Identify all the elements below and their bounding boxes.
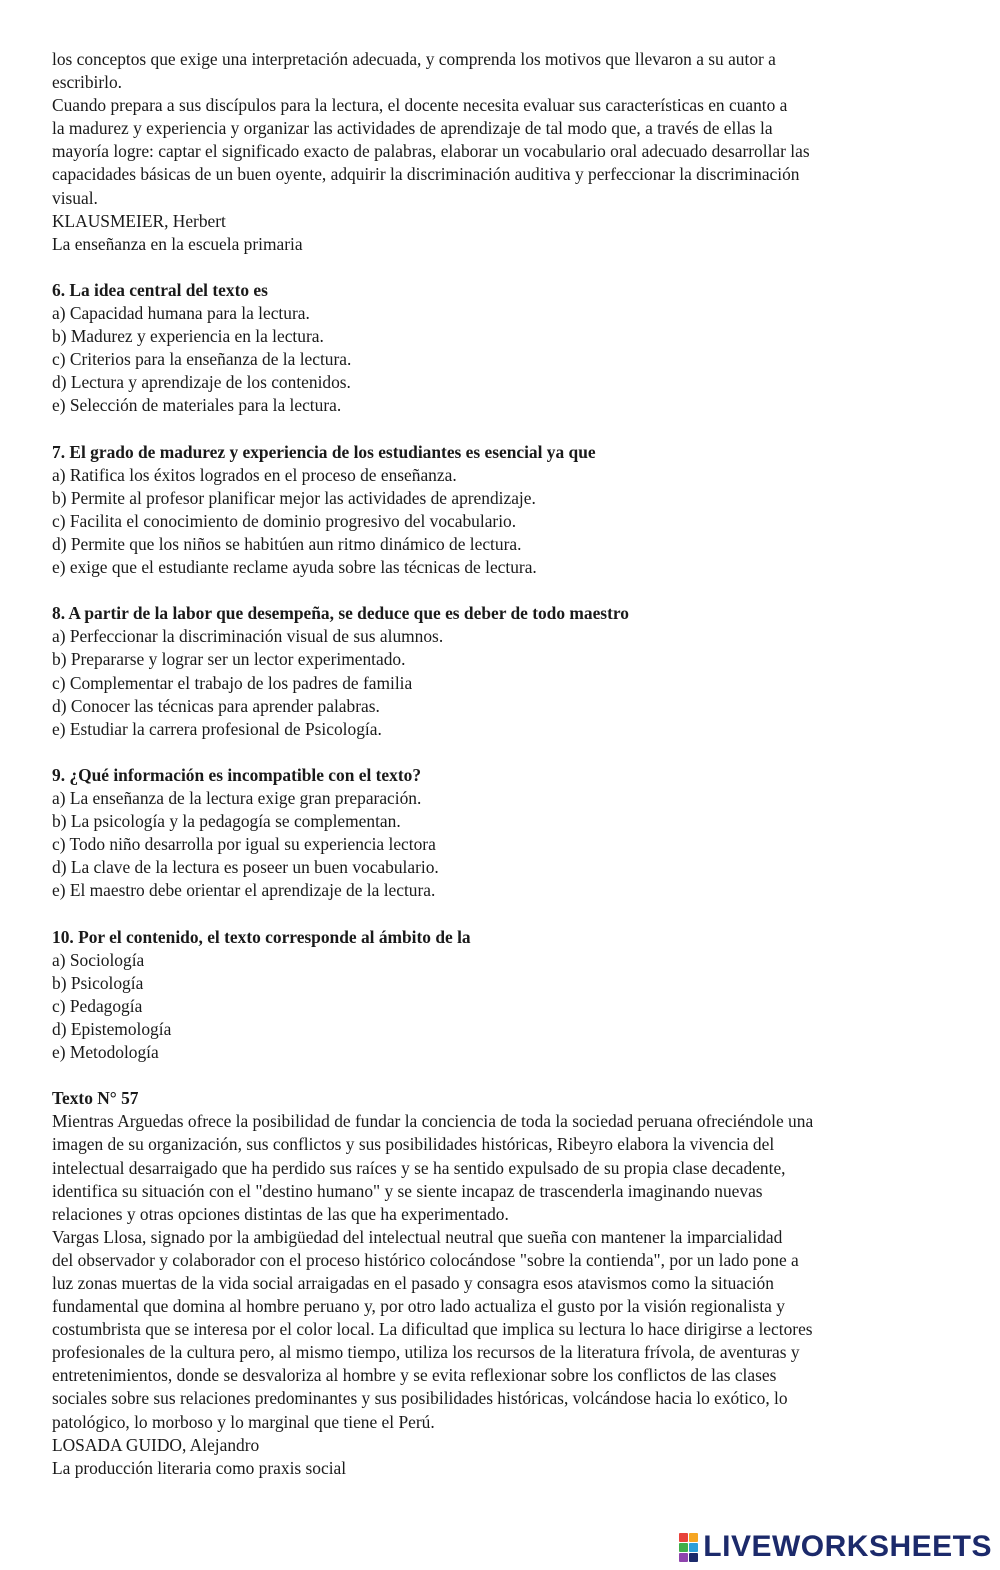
spacer — [52, 418, 952, 441]
text-line: identifica su situación con el "destino humano" y se siente incapaz de trascenderla imaginando nuevas — [52, 1180, 763, 1201]
answer-option-a: a) Ratifica los éxitos logrados en el proceso de enseñanza. — [52, 464, 457, 485]
intro-line: los conceptos que exige una interpretación adecuada, y comprenda los motivos que llevaron a su autor a — [52, 49, 776, 69]
answer-option-c: c) Complementar el trabajo de los padres de familia — [52, 672, 413, 693]
answer-option-c: c) Criterios para la enseñanza de la lectura. — [52, 349, 352, 370]
question-10 — [52, 926, 952, 1065]
question-title: 7. El grado de madurez y experiencia de los estudiantes es esencial ya que — [52, 441, 596, 462]
answer-option-d: d) La clave de la lectura es poseer un buen vocabulario. — [52, 857, 439, 878]
question-title: 10. Por el contenido, el texto corresponde al ámbito de la — [52, 926, 471, 947]
answer-option-d: d) Lectura y aprendizaje de los contenidos. — [52, 372, 351, 393]
answer-option-d: d) Conocer las técnicas para aprender palabras. — [52, 695, 380, 716]
question-title: 6. La idea central del texto es — [52, 279, 268, 300]
logo-mark-cell — [679, 1543, 688, 1552]
answer-option-b: b) Permite al profesor planificar mejor las actividades de aprendizaje. — [52, 487, 536, 508]
answer-option-e: e) Metodología — [52, 1042, 159, 1063]
text-57-section — [52, 1087, 952, 1480]
liveworksheets-logo[interactable] — [679, 1530, 992, 1564]
text-line: Vargas Llosa, signado por la ambigüedad del intelectual neutral que sueña con mantener la imparcialidad — [52, 1226, 783, 1247]
intro-line: Cuando prepara a sus discípulos para la lectura, el docente necesita evaluar sus características en cuanto a — [52, 95, 788, 116]
spacer — [52, 902, 952, 925]
text-line: relaciones y otras opciones distintas de las que ha experimentado. — [52, 1203, 509, 1224]
spacer — [52, 741, 952, 764]
logo-mark-cell — [679, 1533, 688, 1542]
answer-option-a: a) Sociología — [52, 949, 145, 970]
answer-option-e: e) Estudiar la carrera profesional de Psicología. — [52, 718, 382, 739]
answer-option-b: b) Psicología — [52, 972, 144, 993]
intro-line: la madurez y experiencia y organizar las actividades de aprendizaje de tal modo que, a través de ellas la — [52, 118, 773, 139]
source-title: La producción literaria como praxis social — [52, 1457, 347, 1478]
document-body — [52, 48, 952, 1480]
text-line: del observador y colaborador con el proceso histórico colocándose "sobre la contienda", por un lado pone a — [52, 1249, 799, 1270]
logo-mark-cell — [689, 1543, 698, 1552]
answer-option-a: a) Perfeccionar la discriminación visual de sus alumnos. — [52, 626, 444, 647]
intro-line: visual. — [52, 187, 98, 208]
text-line: imagen de su organización, sus conflictos y sus posibilidades históricas, Ribeyro elabora la vivencia del — [52, 1134, 775, 1155]
answer-option-b: b) Madurez y experiencia en la lectura. — [52, 326, 324, 347]
question-title: 8. A partir de la labor que desempeña, se deduce que es deber de todo maestro — [52, 603, 629, 624]
text-line: sociales sobre sus relaciones predominantes y sus posibilidades históricas, volcándose hacia lo exótico, lo — [52, 1388, 788, 1409]
text-line: luz zonas muertas de la vida social arraigadas en el pasado y consagra esos atavismos como la situación — [52, 1272, 774, 1293]
source-author: LOSADA GUIDO, Alejandro — [52, 1434, 260, 1455]
text-line: entretenimientos, donde se desvaloriza al hombre y se evita reflexionar sobre los conflictos de las clases — [52, 1365, 777, 1386]
spacer — [52, 256, 952, 279]
source-title: La enseñanza en la escuela primaria — [52, 233, 303, 254]
spacer — [52, 579, 952, 602]
answer-option-b: b) Prepararse y lograr ser un lector experimentado. — [52, 649, 406, 670]
intro-line: escribirlo. — [52, 72, 123, 93]
question-9 — [52, 764, 952, 903]
question-6 — [52, 279, 952, 418]
text-line: Mientras Arguedas ofrece la posibilidad de fundar la conciencia de toda la sociedad peruana ofreciéndole una — [52, 1111, 814, 1132]
answer-option-c: c) Pedagogía — [52, 995, 143, 1016]
question-8 — [52, 602, 952, 741]
text-line: fundamental que domina al hombre peruano y, por otro lado actualiza el gusto por la visión regionalista y — [52, 1296, 785, 1317]
question-7 — [52, 441, 952, 580]
text-line: intelectual desarraigado que ha perdido sus raíces y se ha sentido expulsado de su propia clase decadente, — [52, 1157, 786, 1178]
source-author: KLAUSMEIER, Herbert — [52, 210, 226, 231]
answer-option-d: d) Epistemología — [52, 1018, 172, 1039]
text-line: patológico, lo morboso y lo marginal que tiene el Perú. — [52, 1411, 435, 1432]
text-line: costumbrista que se interesa por el color local. La dificultad que implica su lectura lo hace dirigirse a lectores — [52, 1319, 813, 1340]
answer-option-c: c) Todo niño desarrolla por igual su experiencia lectora — [52, 834, 436, 855]
intro-line: capacidades básicas de un buen oyente, adquirir la discriminación auditiva y perfeccionar la discriminación — [52, 164, 800, 185]
answer-option-d: d) Permite que los niños se habitúen aun ritmo dinámico de lectura. — [52, 533, 522, 554]
spacer — [52, 1064, 952, 1087]
logo-mark-cell — [689, 1553, 698, 1562]
text-heading: Texto N° 57 — [52, 1088, 139, 1109]
answer-option-e: e) El maestro debe orientar el aprendizaje de la lectura. — [52, 880, 436, 901]
answer-option-a: a) Capacidad humana para la lectura. — [52, 303, 310, 324]
answer-option-e: e) Selección de materiales para la lectura. — [52, 395, 342, 416]
answer-option-b: b) La psicología y la pedagogía se complementan. — [52, 811, 401, 832]
logo-mark-cell — [689, 1533, 698, 1542]
answer-option-a: a) La enseñanza de la lectura exige gran preparación. — [52, 788, 422, 808]
liveworksheets-logo-icon — [679, 1533, 698, 1562]
text-line: profesionales de la cultura pero, al mismo tiempo, utiliza los recursos de la literatura frívola, de aventuras y — [52, 1342, 800, 1363]
liveworksheets-logo-text: LIVEWORKSHEETS — [703, 1530, 992, 1563]
logo-mark-cell — [679, 1553, 688, 1562]
answer-option-c: c) Facilita el conocimiento de dominio progresivo del vocabulario. — [52, 510, 517, 531]
answer-option-e: e) exige que el estudiante reclame ayuda sobre las técnicas de lectura. — [52, 557, 537, 578]
question-title: 9. ¿Qué información es incompatible con el texto? — [52, 764, 422, 785]
intro-line: mayoría logre: captar el significado exacto de palabras, elaborar un vocabulario oral adecuado desarrollar las — [52, 141, 810, 162]
